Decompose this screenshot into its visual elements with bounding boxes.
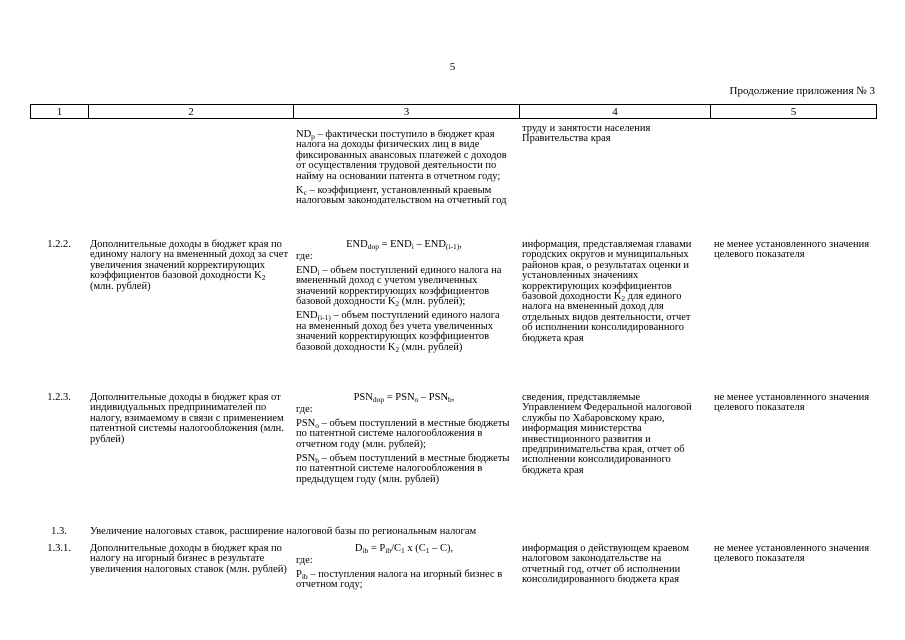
row-1-2-2-number: 1.2.2.: [47, 239, 71, 250]
row-1-2-2-method: [296, 240, 512, 353]
definition-pib: $P_{ib}$ – поступления налога на игорный бизнес в отчетном году;: [296, 568, 503, 591]
column-header-row: [30, 104, 877, 119]
where-label: где:: [296, 555, 313, 567]
definition-k: $K_c$ – коэффициент, установленный краевым налоговым законодательством на отчетный год: [296, 185, 507, 207]
row-1-3-1-target: не менее установленного значения целевого показателя: [714, 543, 870, 565]
column-header-4: 4: [520, 105, 711, 119]
definition-psn-o: $PSN_o$ – объем поступлений в местные бюджеты по патентной системе налогообложения в отчетном году (млн. рублей);: [296, 417, 510, 450]
row-1-2-3-number: 1.2.3.: [47, 392, 71, 403]
where-label: где:: [296, 251, 313, 263]
row-1-2-3-target: не менее установленного значения целевого показателя: [714, 392, 870, 414]
definition-end-prev: $END_{(i-1)}$ – объем поступлений единого налога на вмененный доход без учета увеличенных значений корректирующих коэффициентов базовой доходности $K_2$ (млн. рублей): [296, 310, 500, 354]
definition-psn-b: $PSN_b$ – объем поступлений в местные бюджеты по патентной системе налогообложения в предыдущем году (млн. рублей): [296, 453, 510, 485]
row-1-2-2-target: не менее установленного значения целевого показателя: [714, 239, 870, 261]
row-1-3-1-source: информация о действующем краевом налоговом законодательстве на отчетный год, отчет об исполнении консолидированного бюджета края: [522, 543, 690, 586]
row-1-2-2-indicator: Дополнительные доходы в бюджет края по единому налогу на вмененный доход за счет увеличения значений корректирующих коэффициентов базовой доходности $K_2$ (млн. рублей): [90, 239, 289, 292]
formula-dib: $D_{ib} = P_{ib}/C_1$ x $(C_1 - C)$,: [354, 543, 454, 555]
row-1-3-title: Увеличение налоговых ставок, расширение налоговой базы по региональным налогам: [90, 526, 477, 537]
definition-nd: $ND_p$ – фактически поступило в бюджет края налога на доходы физических лиц в виде фиксированных авансовых платежей с доходов от осуществления трудовой деятельности по найму на основании патента в отчетном году;: [296, 129, 507, 182]
row-1-3-1-method: [296, 544, 512, 591]
where-label: где:: [296, 404, 313, 416]
row-1-2-3-method: [296, 393, 512, 485]
column-header-1: 1: [31, 105, 89, 119]
row-1-2-3-indicator: Дополнительные доходы в бюджет края от индивидуальных предпринимателей по налогу, взимаемому в связи с применением патентной системы налогообложения (млн. рублей): [90, 392, 284, 445]
column-header-3: 3: [294, 105, 520, 119]
row-1-3-number: 1.3.: [51, 526, 67, 537]
page-number: 5: [449, 61, 456, 73]
column-header-5: 5: [711, 105, 877, 119]
column-header-2: 2: [89, 105, 294, 119]
top-row-method: [296, 130, 512, 207]
definition-end-i: $END_i$ – объем поступлений единого налога на вмененный доход с учетом увеличенных значений корректирующих коэффициентов базовой доходности $K_2$ (млн. рублей);: [296, 264, 502, 309]
formula-psn: $PSN_{dop} = PSN_o - PSN_b$,: [353, 392, 455, 404]
row-1-3-1-number: 1.3.1.: [47, 543, 71, 554]
formula-end: $END_{dop} = END_i - END_{(i-1)}$,: [346, 239, 462, 251]
row-1-2-2-source: информация, представляемая главами городских округов и муниципальных районов края, о результатах оценки и установленных значениях корректирующих коэффициентов базовой доходности $K_2$ для единого налога на вмененный доход для отдельных видов деятельности, отчет об исполнении консолидированного бюджета края: [522, 239, 692, 344]
row-1-3-1-indicator: Дополнительные доходы в бюджет края по налогу на игорный бизнес в результате увеличения налоговых ставок (млн. рублей): [90, 543, 287, 575]
row-1-2-3-source: сведения, представляемые Управлением Федеральной налоговой службы по Хабаровскому краю, информация министерства инвестиционного развития и предпринимательства края, отчет об исполнении консолидированного бюджета края: [522, 392, 692, 476]
continuation-label: Продолжение приложения № 3: [729, 85, 875, 97]
top-row-source: труду и занятости населения Правительства края: [522, 123, 651, 145]
